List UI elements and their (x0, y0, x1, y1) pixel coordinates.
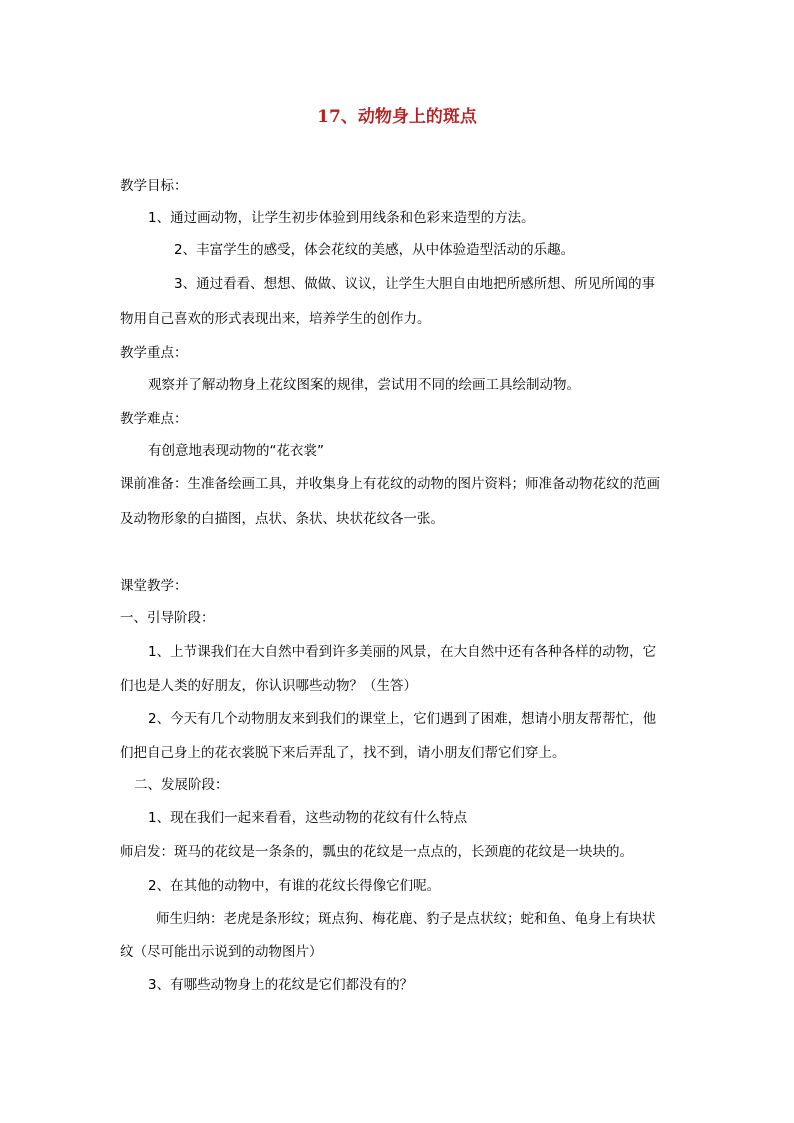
preparation-line-2: 及动物形象的白描图，点状、条状、块状花纹各一张。 (120, 511, 444, 527)
stage-2-paragraph-1: 1、现在我们一起来看看，这些动物的花纹有什么特点 (148, 810, 468, 826)
stage-1-paragraph-1-line-1: 1、上节课我们在大自然中看到许多美丽的风景，在大自然中还有各种各样的动物，它 (148, 644, 657, 660)
stage-1-paragraph-2-line-1: 2、今天有几个动物朋友来到我们的课堂上，它们遇到了困难，想请小朋友帮帮忙，他 (148, 711, 657, 727)
key-points-text: 观察并了解动物身上花纹图案的规律，尝试用不同的绘画工具绘制动物。 (148, 377, 580, 393)
stage-2-heading: 二、发展阶段： (134, 777, 229, 793)
stage-1-paragraph-1-line-2: 们也是人类的好朋友，你认识哪些动物？（生答） (120, 678, 417, 694)
page-title: 17、动物身上的斑点 (317, 107, 477, 127)
goal-item-2: 2、丰富学生的感受，体会花纹的美感，从中体验造型活动的乐趣。 (174, 242, 575, 258)
preparation-line-1: 课前准备：生准备绘画工具，并收集身上有花纹的动物的图片资料；师准备动物花纹的范画 (120, 476, 660, 492)
difficulty-text: 有创意地表现动物的“花衣裳” (148, 443, 324, 459)
stage-2-paragraph-2: 2、在其他的动物中，有谁的花纹长得像它们呢。 (148, 878, 441, 894)
stage-2-summary-line-2: 纹（尽可能出示说到的动物图片） (120, 944, 323, 960)
stage-2-summary-line-1: 师生归纳：老虎是条形纹；斑点狗、梅花鹿、豹子是点状纹；蛇和鱼、龟身上有块状 (156, 911, 656, 927)
stage-2-teacher-hint: 师启发：斑马的花纹是一条条的，瓢虫的花纹是一点点的，长颈鹿的花纹是一块块的。 (120, 844, 633, 860)
key-points-heading: 教学重点： (120, 345, 188, 361)
goal-item-3-line-1: 3、通过看看、想想、做做、议议，让学生大胆自由地把所感所想、所见所闻的事 (174, 276, 656, 292)
difficulty-heading: 教学难点： (120, 411, 188, 427)
goal-item-1: 1、通过画动物，让学生初步体验到用线条和色彩来造型的方法。 (148, 210, 535, 226)
stage-1-heading: 一、引导阶段： (120, 610, 215, 626)
stage-1-paragraph-2-line-2: 们把自己身上的花衣裳脱下来后弄乱了，找不到，请小朋友们帮它们穿上。 (120, 745, 566, 761)
class-teaching-heading: 课堂教学： (120, 578, 188, 594)
goal-item-3-line-2: 物用自己喜欢的形式表现出来，培养学生的创作力。 (120, 311, 431, 327)
stage-2-paragraph-3: 3、有哪些动物身上的花纹是它们都没有的？ (148, 977, 414, 993)
goals-heading: 教学目标： (120, 178, 188, 194)
